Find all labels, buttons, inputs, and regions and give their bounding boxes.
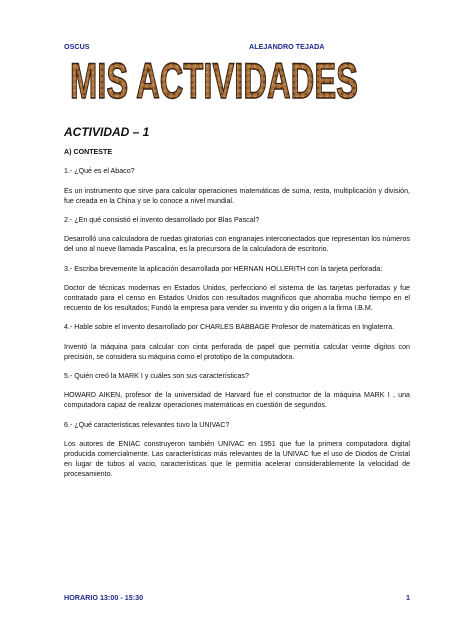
section-heading: A) CONTESTE xyxy=(64,148,113,157)
banner-title xyxy=(64,50,364,109)
answer-1: Es un instrumento que sirve para calcular operaciones matemáticas de suma, resta, multiplicación y división, fue creada en la China y se lo conoce a nivel mundial. xyxy=(64,186,410,205)
qa-list xyxy=(64,166,410,479)
question-4: 4.- Hable sobre el invento desarrollado por CHARLES BABBAGE Profesor de matemáticas en Inglaterra. xyxy=(64,323,395,332)
question-2: 2.- ¿En qué consistió el invento desarrollado por Blas Pascal? xyxy=(64,216,260,225)
answer-3: Doctor de técnicas modernas en Estados Unidos, perfeccionó el sistema de las tarjetas perforadas y fue contratado para el censo en Estados Unidos con resultados magníficos que ahorraba mucho tiempo en el recuento de los resultados; Fundó la empresa para vender su invento y dio origen a la firma I.B.M. xyxy=(64,283,410,313)
document-body xyxy=(64,127,410,489)
activity-title: ACTIVIDAD – 1 xyxy=(64,125,150,139)
page-footer xyxy=(64,593,410,602)
answer-4: Inventó la máquina para calcular con cinta perforada de papel que permitía calcular veinte digitos con precisión, se considera su máquina como el prototipo de la computadora. xyxy=(64,342,410,361)
answer-5: HOWARD AIKEN, profesor de la universidad de Harvard fue el constructor de la máquina MARK I , una computadora capaz de realizar operaciones matemáticas en cuestión de segundos. xyxy=(64,391,410,410)
question-5: 5.- Quién creó la MARK I y cuáles son sus características? xyxy=(64,372,249,381)
question-1: 1.- ¿Qué es el Abaco? xyxy=(64,167,135,176)
banner-title-text: MIS ACTIVIDADES xyxy=(70,53,358,109)
answer-2: Desarrolló una calculadora de ruedas giratorias con engranajes interconectados que representan los números del uno al nueve llamada Pascalina, es la precursora de la calculadora de escritorio. xyxy=(64,235,410,254)
answer-6: Los autores de ENIAC construyeron también UNIVAC en 1951 que fue la primera computadora digital producida comercialmente. Las características más relevantes de la UNIVAC fue el uso de Diodos de Cristal en lugar de tubos al vacio, características que le permitía acelerar considerablemente la velocidad de procesamiento. xyxy=(64,439,410,479)
page-number: 1 xyxy=(406,593,410,602)
question-3: 3.- Escriba brevemente la aplicación desarrollada por HERNAN HOLLERITH con la tarjeta perforada: xyxy=(64,264,383,273)
question-6: 6.- ¿Qué características relevantes tuvo la UNIVAC? xyxy=(64,420,230,429)
header-left-text: OSCUS xyxy=(64,42,90,51)
header-author: ALEJANDRO TEJADA xyxy=(249,42,325,51)
footer-schedule: HORARIO 13:00 - 15:30 xyxy=(64,593,144,602)
